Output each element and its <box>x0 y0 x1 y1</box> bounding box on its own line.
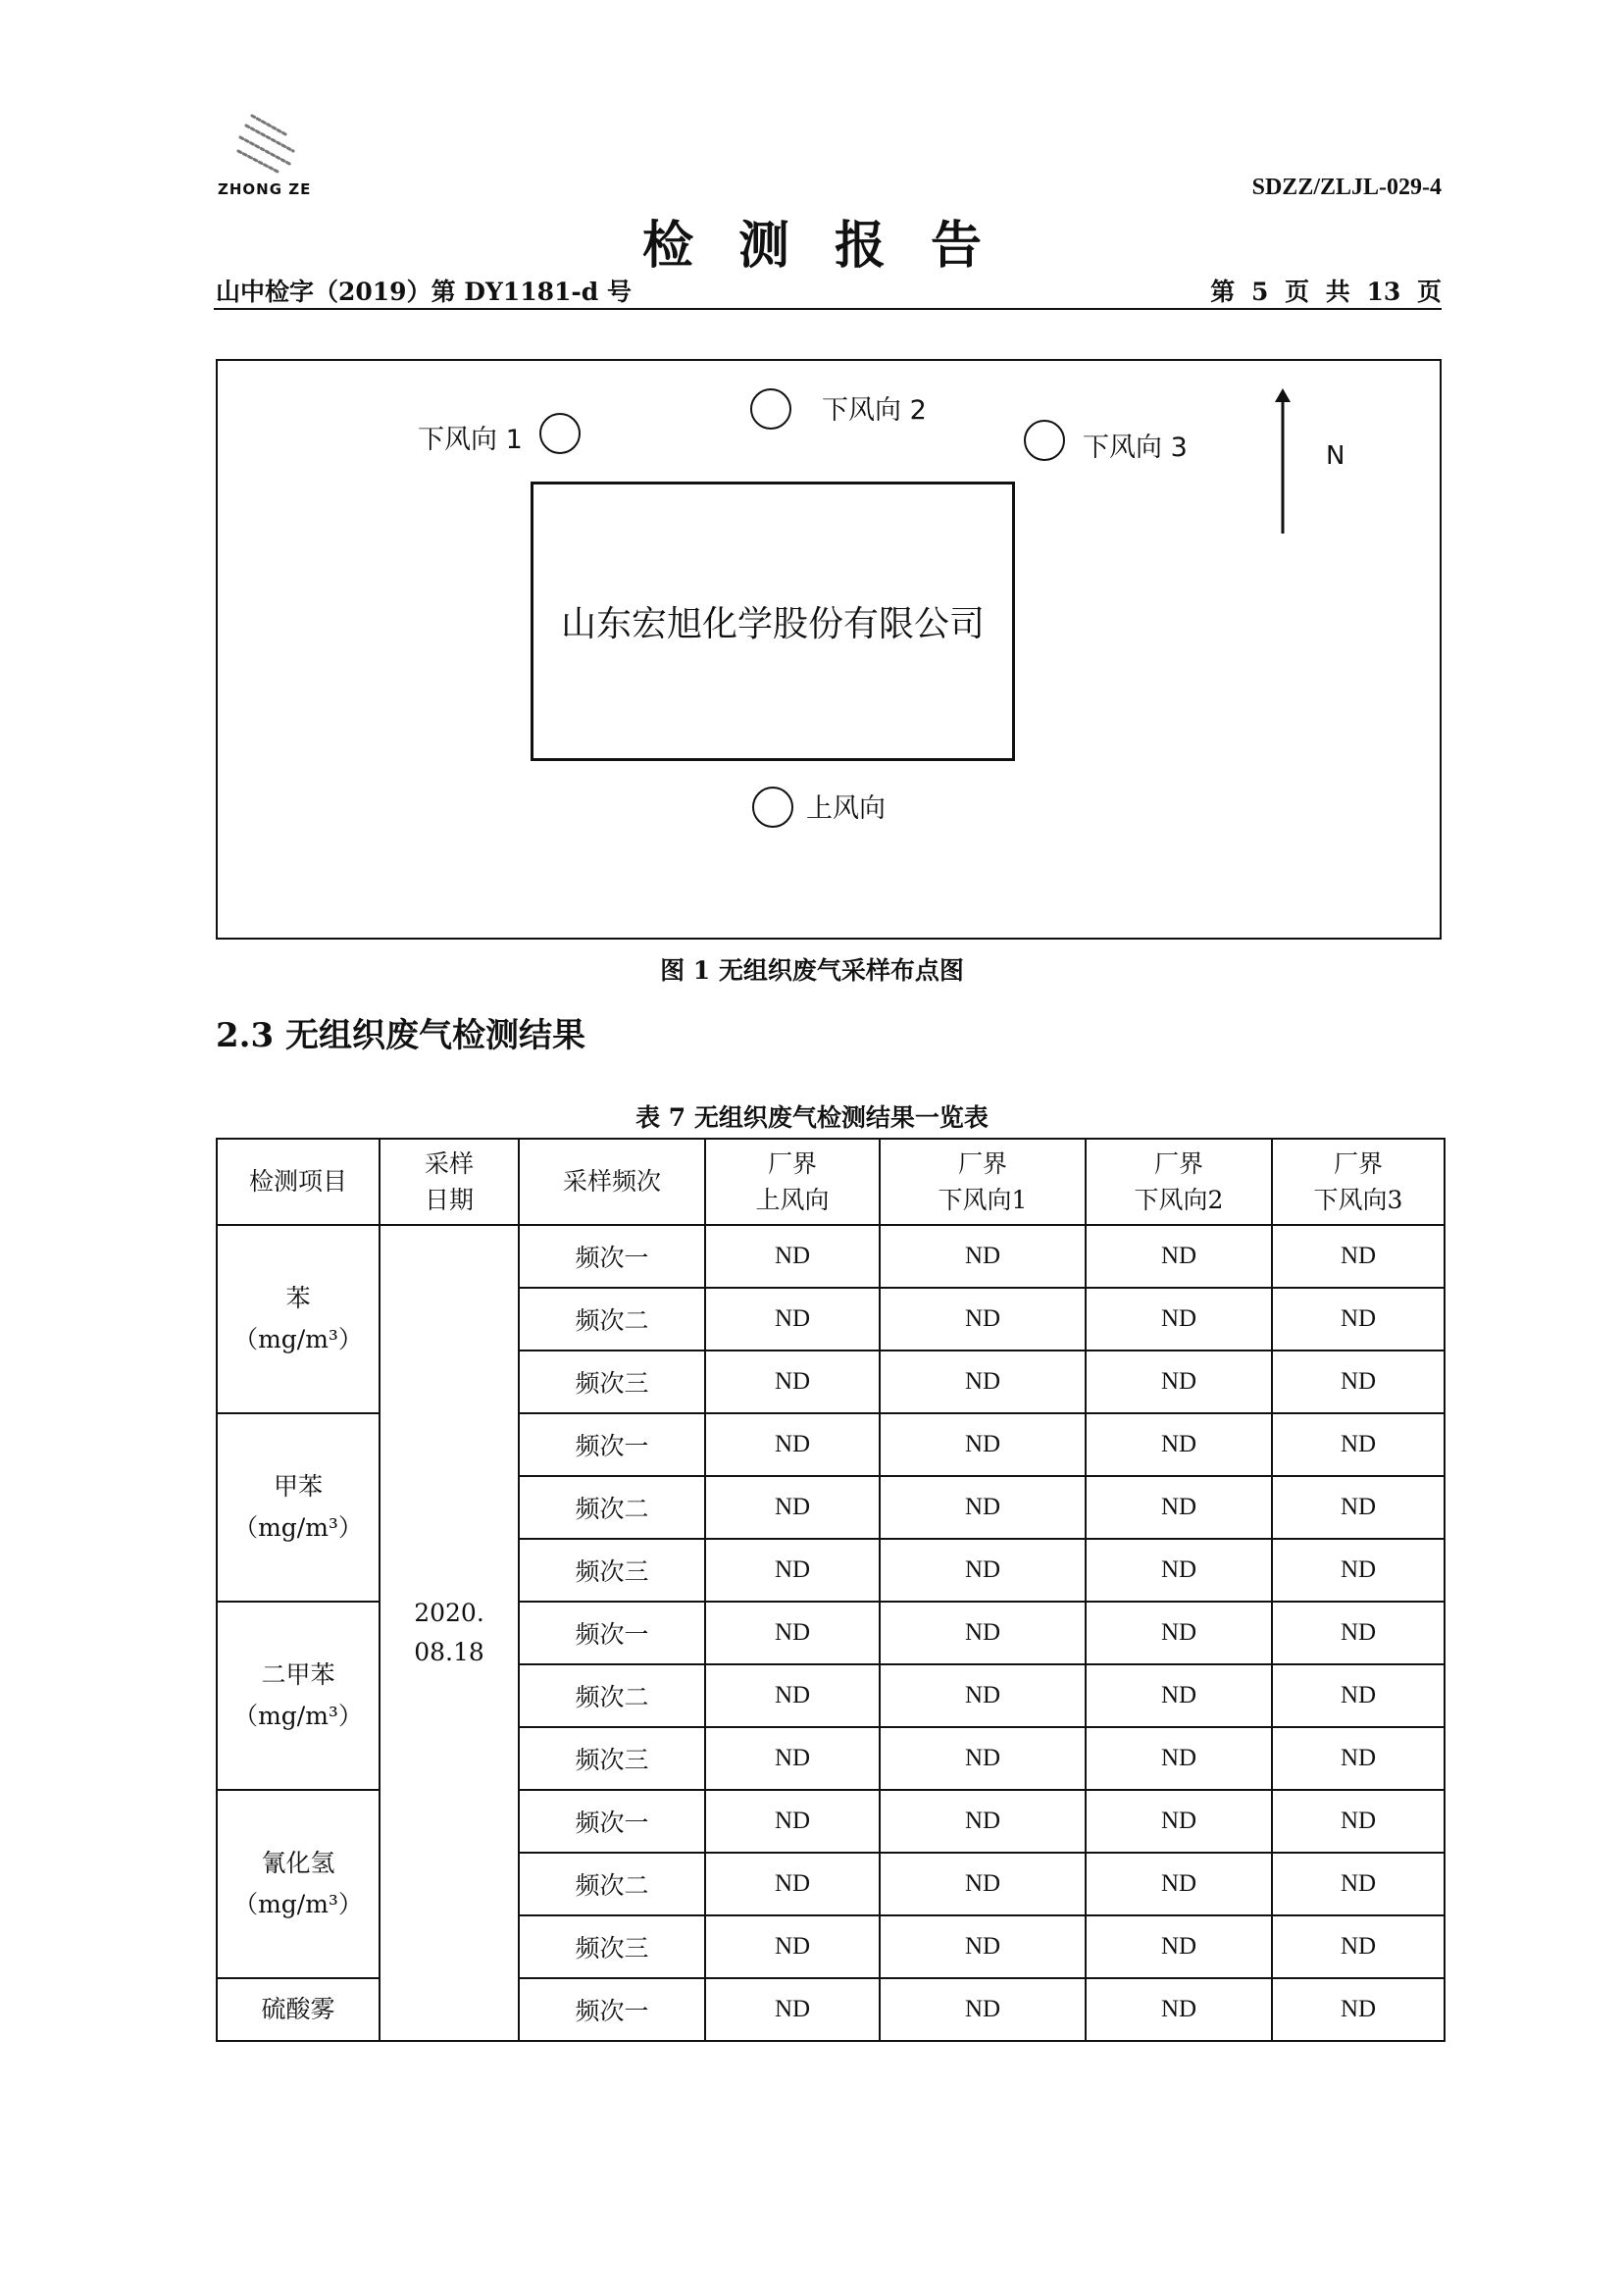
value-cell: ND <box>1272 1225 1445 1288</box>
sampling-date-cell: 2020. 08.18 <box>380 1225 519 2041</box>
value-cell: ND <box>1086 1413 1272 1476</box>
section-heading: 2.3 无组织废气检测结果 <box>216 1016 585 1055</box>
north-label: N <box>1326 441 1345 471</box>
header-date: 采样 日期 <box>380 1139 519 1225</box>
value-cell: ND <box>880 1790 1086 1853</box>
item-cell: 硫酸雾 <box>217 1978 380 2041</box>
value-cell: ND <box>705 1915 880 1978</box>
value-cell: ND <box>880 1225 1086 1288</box>
document-code: SDZZ/ZLJL-029-4 <box>1251 175 1442 200</box>
page-number: 第 5 页 共 13 页 <box>1210 278 1442 306</box>
table-caption: 表 7 无组织废气检测结果一览表 <box>635 1103 989 1132</box>
value-cell: ND <box>1086 1978 1272 2041</box>
value-cell: ND <box>705 1978 880 2041</box>
value-cell: ND <box>1086 1288 1272 1351</box>
value-cell: ND <box>705 1225 880 1288</box>
value-cell: ND <box>1086 1790 1272 1853</box>
value-cell: ND <box>705 1539 880 1602</box>
value-cell: ND <box>705 1288 880 1351</box>
header-divider <box>214 308 1442 310</box>
item-cell: 氰化氢 （mg/m³） <box>217 1790 380 1978</box>
frequency-cell: 频次三 <box>519 1727 705 1790</box>
table-row <box>217 1225 1445 1288</box>
frequency-cell: 频次二 <box>519 1288 705 1351</box>
header-downwind-1: 厂界 下风向1 <box>880 1139 1086 1225</box>
downwind-3-point-icon <box>1024 420 1065 461</box>
value-cell: ND <box>880 1664 1086 1727</box>
item-cell: 苯 （mg/m³） <box>217 1225 380 1413</box>
value-cell: ND <box>880 1288 1086 1351</box>
frequency-cell: 频次一 <box>519 1978 705 2041</box>
downwind-3-label: 下风向 3 <box>1083 433 1188 463</box>
value-cell: ND <box>1272 1853 1445 1915</box>
value-cell: ND <box>1272 1664 1445 1727</box>
value-cell: ND <box>1272 1790 1445 1853</box>
frequency-cell: 频次一 <box>519 1225 705 1288</box>
value-cell: ND <box>1086 1602 1272 1664</box>
frequency-cell: 频次一 <box>519 1790 705 1853</box>
value-cell: ND <box>705 1413 880 1476</box>
value-cell: ND <box>1272 1727 1445 1790</box>
value-cell: ND <box>1272 1915 1445 1978</box>
header-frequency: 采样频次 <box>519 1139 705 1225</box>
report-number: 山中检字（2019）第 DY1181-d 号 <box>216 278 632 306</box>
value-cell: ND <box>705 1476 880 1539</box>
downwind-1-point-icon <box>539 413 581 454</box>
value-cell: ND <box>1272 1539 1445 1602</box>
value-cell: ND <box>1086 1539 1272 1602</box>
upwind-point-icon <box>752 787 793 828</box>
value-cell: ND <box>880 1413 1086 1476</box>
header-downwind-2: 厂界 下风向2 <box>1086 1139 1272 1225</box>
table-header-row <box>217 1139 1445 1225</box>
results-table <box>216 1138 1446 2042</box>
upwind-label: 上风向 <box>806 793 886 824</box>
value-cell: ND <box>1272 1351 1445 1413</box>
frequency-cell: 频次三 <box>519 1351 705 1413</box>
value-cell: ND <box>1086 1225 1272 1288</box>
value-cell: ND <box>880 1602 1086 1664</box>
value-cell: ND <box>880 1727 1086 1790</box>
figure-caption: 图 1 无组织废气采样布点图 <box>660 956 964 985</box>
value-cell: ND <box>705 1664 880 1727</box>
report-title: 检测报告 <box>641 216 1027 276</box>
value-cell: ND <box>705 1853 880 1915</box>
value-cell: ND <box>1272 1476 1445 1539</box>
value-cell: ND <box>1272 1978 1445 2041</box>
frequency-cell: 频次二 <box>519 1853 705 1915</box>
logo-text: ZHONG ZE <box>218 180 312 198</box>
frequency-cell: 频次二 <box>519 1664 705 1727</box>
value-cell: ND <box>1086 1853 1272 1915</box>
value-cell: ND <box>880 1351 1086 1413</box>
value-cell: ND <box>880 1915 1086 1978</box>
value-cell: ND <box>1272 1288 1445 1351</box>
value-cell: ND <box>1086 1351 1272 1413</box>
value-cell: ND <box>1086 1727 1272 1790</box>
value-cell: ND <box>1086 1664 1272 1727</box>
downwind-1-label: 下风向 1 <box>418 425 523 455</box>
frequency-cell: 频次一 <box>519 1413 705 1476</box>
header-item: 检测项目 <box>217 1139 380 1225</box>
value-cell: ND <box>880 1476 1086 1539</box>
value-cell: ND <box>705 1790 880 1853</box>
header-downwind-3: 厂界 下风向3 <box>1272 1139 1445 1225</box>
frequency-cell: 频次一 <box>519 1602 705 1664</box>
value-cell: ND <box>1272 1413 1445 1476</box>
value-cell: ND <box>880 1853 1086 1915</box>
item-cell: 甲苯 （mg/m³） <box>217 1413 380 1602</box>
value-cell: ND <box>1086 1476 1272 1539</box>
north-arrow-icon <box>1271 388 1294 535</box>
downwind-2-point-icon <box>750 388 791 430</box>
item-cell: 二甲苯 （mg/m³） <box>217 1602 380 1790</box>
company-site-box: 山东宏旭化学股份有限公司 <box>531 482 1015 761</box>
value-cell: ND <box>705 1351 880 1413</box>
value-cell: ND <box>705 1602 880 1664</box>
frequency-cell: 频次三 <box>519 1915 705 1978</box>
frequency-cell: 频次三 <box>519 1539 705 1602</box>
value-cell: ND <box>880 1978 1086 2041</box>
value-cell: ND <box>1272 1602 1445 1664</box>
value-cell: ND <box>880 1539 1086 1602</box>
value-cell: ND <box>1086 1915 1272 1978</box>
downwind-2-label: 下风向 2 <box>822 395 927 426</box>
header-upwind: 厂界 上风向 <box>705 1139 880 1225</box>
value-cell: ND <box>705 1727 880 1790</box>
frequency-cell: 频次二 <box>519 1476 705 1539</box>
